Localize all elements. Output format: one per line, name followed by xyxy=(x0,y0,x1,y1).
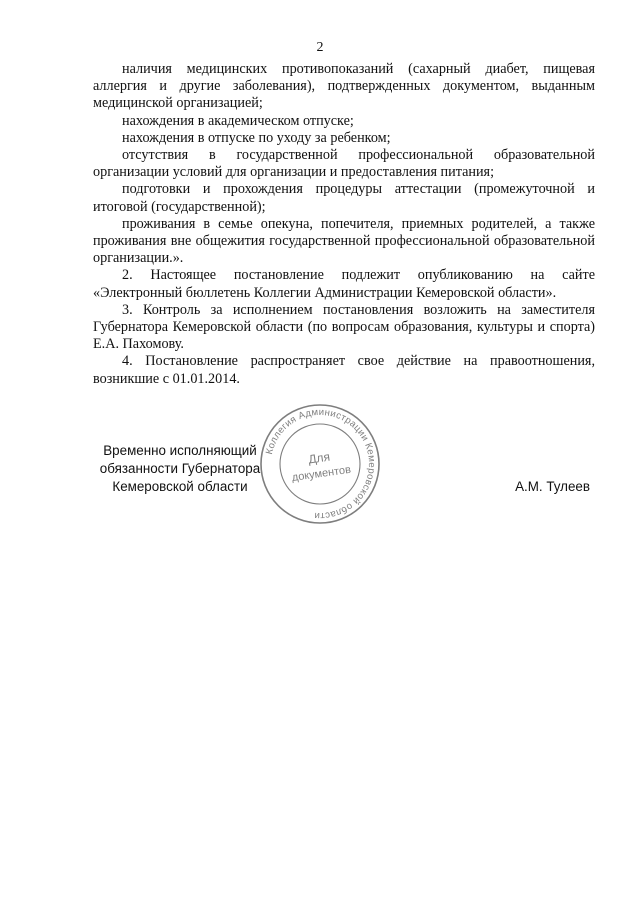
seal-center-text-2: документов xyxy=(291,463,352,484)
signatory-name: А.М. Тулеев xyxy=(515,479,590,494)
paragraph-childcare-leave: нахождения в отпуске по уходу за ребенком; xyxy=(122,129,391,146)
signatory-title-line: Временно исполняющий xyxy=(103,443,257,458)
seal-center-text-1: Для xyxy=(307,449,331,467)
paragraph-clause-4-effect: 4. Постановление распространяет свое действие на правоотношения, возникшие с 01.01.2014. xyxy=(93,353,595,387)
seal-ring-text: Коллегия Администрации Кемеровской области xyxy=(264,406,378,522)
signatory-title-line: Кемеровской области xyxy=(112,479,248,494)
paragraph-clause-3-control: 3. Контроль за исполнением постановления возложить на заместителя Губернатора Кемеровской области (по вопросам образования, культуры и спорта) Е.А. Пахомову. xyxy=(93,301,595,353)
paragraph-academic-leave: нахождения в академическом отпуске; xyxy=(122,112,354,129)
paragraph-guardian-residence: проживания в семье опекуна, попечителя, приемных родителей, а также проживания вне общежития государственной профессиональной образовательной организации.». xyxy=(93,215,595,267)
document-body xyxy=(93,61,595,388)
paragraph-medical-contraindications: наличия медицинских противопоказаний (сахарный диабет, пищевая аллергия и другие заболевания), подтвержденных документом, выданным медицинской организацией; xyxy=(93,61,595,112)
signatory-title xyxy=(95,442,265,496)
paragraph-clause-2-publication: 2. Настоящее постановление подлежит опубликованию на сайте «Электронный бюллетень Коллегии Администрации Кемеровской области». xyxy=(93,267,595,301)
signatory-title-line: обязанности Губернатора xyxy=(99,461,261,476)
paragraph-attestation: подготовки и прохождения процедуры аттестации (промежуточной и итоговой (государственной); xyxy=(93,181,595,215)
paragraph-no-catering-conditions: отсутствия в государственной профессиональной образовательной организации условий для организации и предоставления питания; xyxy=(93,147,595,181)
page-number: 2 xyxy=(316,40,324,55)
official-seal-stamp xyxy=(258,402,382,526)
